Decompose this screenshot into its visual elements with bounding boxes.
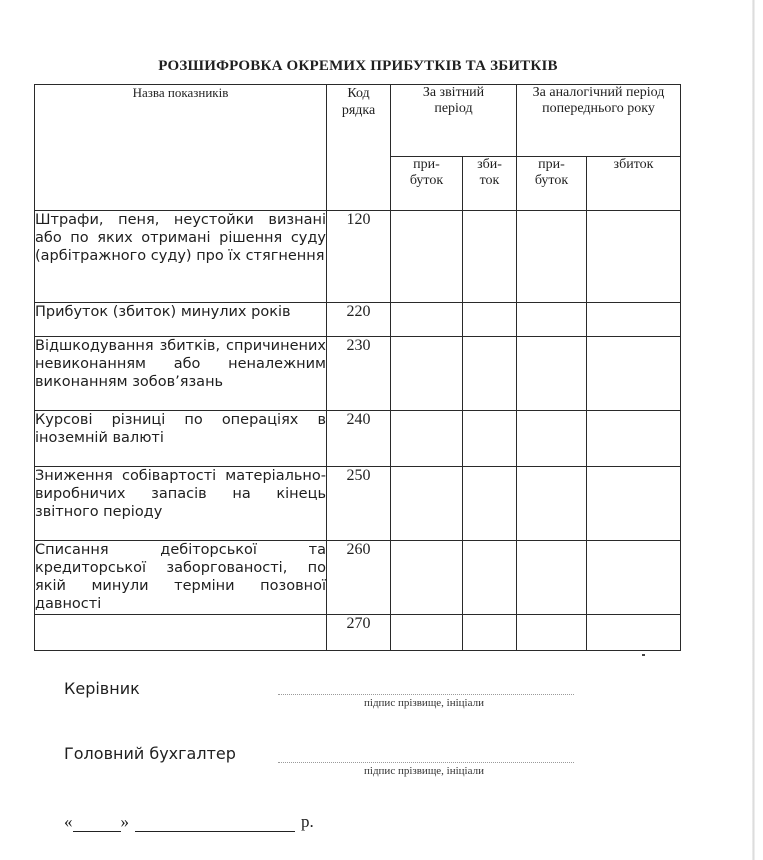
cell-profit-reporting[interactable]: [391, 211, 463, 303]
date-close-quote: »: [120, 812, 129, 831]
table-row: [35, 337, 681, 411]
cell-loss-prior[interactable]: [587, 541, 681, 615]
cell-loss-reporting[interactable]: [463, 467, 517, 541]
date-open-quote: «: [64, 812, 73, 831]
table-row: [35, 411, 681, 467]
row-name: Зниження собівартості матеріально-виробничих запасів на кінець звітного періоду: [35, 467, 327, 541]
header-prior-period: За аналогічний період попереднього року: [517, 85, 681, 157]
accountant-signature-line[interactable]: [278, 762, 574, 763]
table-row: [35, 303, 681, 337]
cell-loss-prior[interactable]: [587, 411, 681, 467]
cell-profit-reporting[interactable]: [391, 303, 463, 337]
cell-profit-reporting[interactable]: [391, 337, 463, 411]
row-code: 240: [327, 411, 391, 467]
row-name: Штрафи, пеня, неустойки визнані або по яких отримані рішення суду (арбітражного суду) про їх стягнення: [35, 211, 327, 303]
date-month-year-field[interactable]: [135, 813, 295, 832]
cell-profit-reporting[interactable]: [391, 467, 463, 541]
row-name: [35, 615, 327, 651]
cell-loss-reporting[interactable]: [463, 303, 517, 337]
cell-loss-reporting[interactable]: [463, 337, 517, 411]
row-name: Відшкодування збитків, спричинених невиконанням або неналежним виконанням зобов’язань: [35, 337, 327, 411]
cell-profit-prior[interactable]: [517, 467, 587, 541]
row-code: 250: [327, 467, 391, 541]
cell-profit-prior[interactable]: [517, 303, 587, 337]
cell-profit-prior[interactable]: [517, 211, 587, 303]
director-signature-line[interactable]: [278, 694, 574, 695]
cell-profit-prior[interactable]: [517, 411, 587, 467]
date-day-field[interactable]: [73, 813, 121, 832]
accountant-signature-hint: підпис прізвище, ініціали: [364, 765, 484, 777]
cell-profit-reporting[interactable]: [391, 411, 463, 467]
row-name: Списання дебіторської та кредиторської заборгованості, по якій минули терміни позовної давності: [35, 541, 327, 615]
scan-speck: [642, 654, 645, 656]
page-edge: [752, 0, 755, 860]
table-row: [35, 541, 681, 615]
cell-loss-reporting[interactable]: [463, 615, 517, 651]
header-name: Назва показників: [35, 85, 327, 211]
cell-loss-prior[interactable]: [587, 467, 681, 541]
cell-loss-prior[interactable]: [587, 303, 681, 337]
header-reporting-period: За звітний період: [391, 85, 517, 157]
header-code: Код рядка: [327, 85, 391, 211]
table-row: [35, 211, 681, 303]
cell-loss-reporting[interactable]: [463, 211, 517, 303]
table-row: [35, 467, 681, 541]
date-suffix: р.: [301, 812, 314, 831]
row-code: 120: [327, 211, 391, 303]
table-row: [35, 615, 681, 651]
director-signature-hint: підпис прізвище, ініціали: [364, 697, 484, 709]
cell-loss-reporting[interactable]: [463, 541, 517, 615]
cell-loss-prior[interactable]: [587, 211, 681, 303]
date-line: [64, 812, 314, 832]
breakdown-table: [34, 84, 681, 651]
document-title: РОЗШИФРОВКА ОКРЕМИХ ПРИБУТКІВ ТА ЗБИТКІВ: [158, 58, 558, 74]
cell-profit-prior[interactable]: [517, 615, 587, 651]
cell-profit-reporting[interactable]: [391, 615, 463, 651]
director-label: Керівник: [64, 679, 140, 698]
cell-profit-reporting[interactable]: [391, 541, 463, 615]
header-loss-prior: збиток: [587, 157, 681, 211]
row-code: 270: [327, 615, 391, 651]
cell-loss-prior[interactable]: [587, 337, 681, 411]
row-name: Прибуток (збиток) минулих років: [35, 303, 327, 337]
cell-profit-prior[interactable]: [517, 541, 587, 615]
row-code: 230: [327, 337, 391, 411]
row-code: 220: [327, 303, 391, 337]
row-name: Курсові різниці по операціях в іноземній валюті: [35, 411, 327, 467]
accountant-label: Головний бухгалтер: [64, 744, 236, 763]
header-loss-reporting: зби-ток: [463, 157, 517, 211]
header-profit-reporting: при-буток: [391, 157, 463, 211]
cell-loss-reporting[interactable]: [463, 411, 517, 467]
cell-profit-prior[interactable]: [517, 337, 587, 411]
row-code: 260: [327, 541, 391, 615]
cell-loss-prior[interactable]: [587, 615, 681, 651]
header-profit-prior: при-буток: [517, 157, 587, 211]
